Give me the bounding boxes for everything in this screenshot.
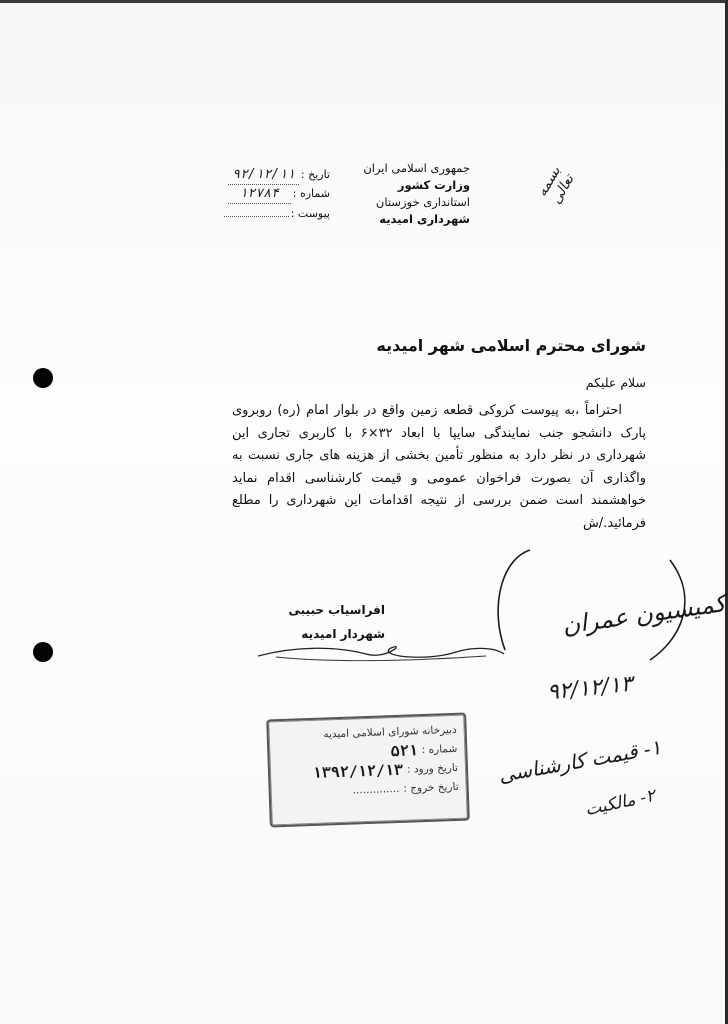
date-value: ۹۲/۱۲/۱۱ [228, 166, 299, 185]
hw-referral-date: ۹۲/۱۲/۱۳ [545, 671, 634, 706]
attachment-label: پیوست : [290, 207, 330, 220]
hw-item-2: ۲- مالکیت [583, 785, 657, 821]
hw-commission-note: کمیسیون عمران [560, 589, 728, 640]
signature-flourish [256, 638, 506, 668]
punch-hole-upper [33, 368, 53, 388]
number-row [180, 185, 330, 204]
recipient-heading: شورای محترم اسلامی شهر امیدیه [376, 336, 646, 355]
signatory-name: افراسیاب حبیبی [288, 603, 385, 617]
letterhead [350, 160, 470, 228]
letterhead-municipality: شهرداری امیدیه [379, 212, 470, 226]
scan-edge-top [0, 0, 728, 3]
date-row [180, 166, 330, 185]
date-label: تاریخ : [300, 168, 330, 181]
body-paragraph: احتراماً ،به پیوست کروکی قطعه زمین واقع در بلوار امام (ره) روبروی پارک دانشجو جنب نمایندگی سایپا با ابعاد ۳۲×۶ با کاربری تجاری این شهرداری در نظر دارد به منظور تأمین بخشی از هزینه های جاری نسبت به واگذاری آن بصورت فراخوان عمومی و قیمت کارشناسی اقدام نماید خواهشمند است ضمن بررسی از نتیجه اقدامات این شهرداری را مطلع فرمائید./ش [232, 403, 646, 531]
stamp-number-label: شماره : [421, 742, 458, 757]
letterhead-country: جمهوری اسلامی ایران [363, 161, 470, 175]
letter-body [232, 400, 646, 535]
hw-item-1: ۱- قیمت کارشناسی [496, 734, 663, 788]
letterhead-province: استانداری خوزستان [375, 195, 470, 209]
hw-stroke-left [498, 550, 530, 650]
bismillah-heading: بسمه تعالی [534, 163, 578, 207]
stamp-header: دبیرخانه شورای اسلامی امیدیه [323, 723, 457, 741]
signatory-title: شهردار امیدیه [301, 627, 385, 641]
attachment-blank [224, 204, 289, 217]
letterhead-ministry: وزارت کشور [397, 178, 470, 192]
number-value: ۱۲۷۸۴ [228, 185, 291, 204]
punch-hole-lower [33, 642, 53, 662]
stamp-date-label: تاریخ ورود : [406, 761, 459, 776]
attachment-row [180, 204, 330, 223]
receipt-stamp [266, 713, 470, 828]
stamp-date-value: ۱۳۹۲/۱۲/۱۳ [312, 760, 404, 782]
stamp-number-value: ۵۲۱ [390, 741, 419, 761]
handwritten-referral [470, 540, 728, 830]
letter-meta [180, 166, 330, 223]
number-label: شماره : [292, 187, 330, 200]
stamp-exit-blank: .............. [352, 782, 400, 797]
greeting: سلام علیکم [585, 375, 646, 390]
stamp-exit-label: تاریخ خروج : [403, 780, 459, 795]
